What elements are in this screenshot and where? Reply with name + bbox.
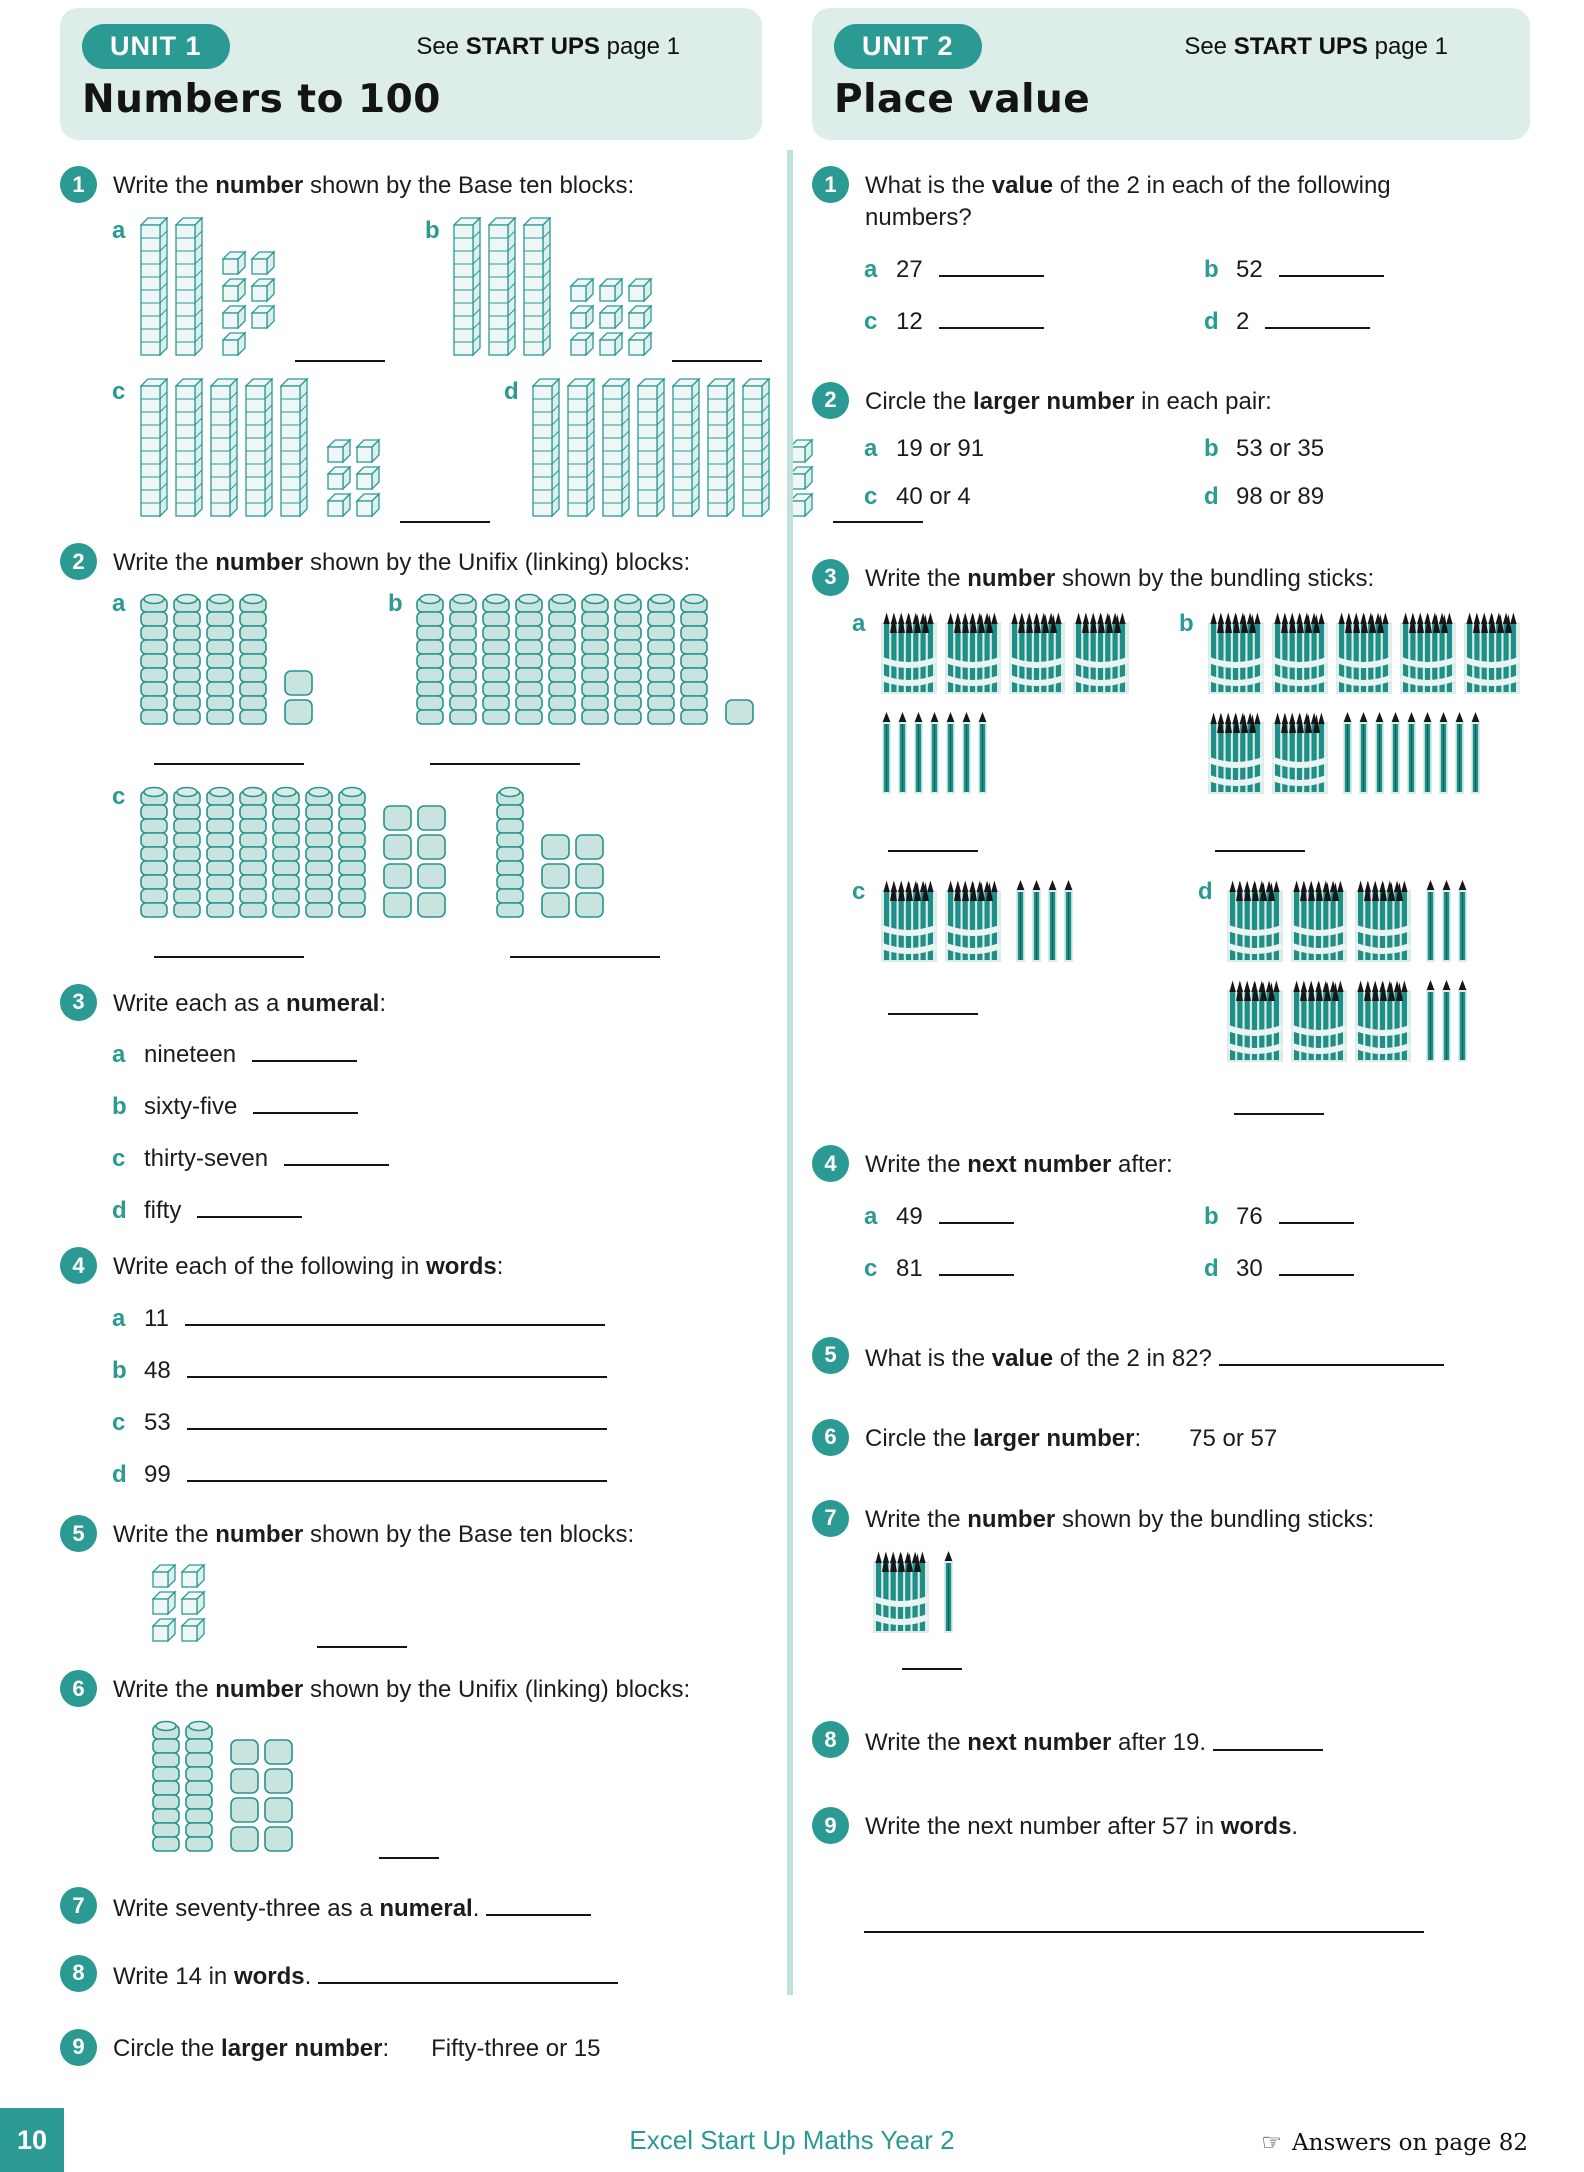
question-number-circle: 6 — [60, 1670, 97, 1707]
choice-text: 75 or 57 — [1189, 1424, 1278, 1452]
item-label: b — [1204, 1202, 1219, 1230]
answer-blank — [1279, 1198, 1354, 1223]
question-number-circle: 1 — [812, 166, 849, 203]
u1q2-item-a — [112, 590, 374, 765]
unit1-column — [60, 8, 762, 2066]
bundling-sticks-illustration — [1207, 610, 1530, 801]
question-number-circle: 7 — [60, 1887, 97, 1924]
u1q2-illustrations-row2 — [112, 783, 762, 958]
question-number-circle: 5 — [60, 1515, 97, 1552]
item-label: c — [112, 782, 126, 810]
u1q3-items — [112, 1037, 762, 1226]
item-number: 12 — [896, 307, 923, 335]
u2q1-item-b — [1204, 251, 1530, 283]
question-number-circle: 8 — [60, 1955, 97, 1992]
item-label: a — [112, 1040, 126, 1068]
question-number-circle: 3 — [60, 984, 97, 1021]
question-text: Write the number shown by the Base ten blocks: — [113, 172, 635, 199]
item-number: 99 — [144, 1461, 171, 1489]
u1-question-1 — [60, 166, 762, 203]
u1q1-illustrations-row1 — [112, 217, 762, 362]
question-text: Write the number shown by the bundling sticks: — [865, 564, 1375, 592]
u2-question-5 — [812, 1337, 1530, 1375]
u2-question-3 — [812, 559, 1530, 596]
answer-blank — [888, 835, 978, 852]
u2q2-item-d — [1204, 483, 1530, 511]
u1-question-9 — [60, 2029, 762, 2066]
page-footer — [0, 2106, 1584, 2172]
column-divider — [787, 150, 793, 1995]
footer-book-title: Excel Start Up Maths Year 2 — [629, 2125, 955, 2155]
u1q2-item-b — [388, 590, 762, 765]
answer-blank — [379, 1842, 439, 1859]
u1q1-item-c — [112, 378, 490, 523]
item-word: thirty-seven — [144, 1145, 269, 1173]
question-number-circle: 8 — [812, 1721, 849, 1758]
u2q1-items — [864, 251, 1530, 355]
item-label: b — [1179, 609, 1194, 637]
u2q1-item-a — [864, 251, 1190, 283]
question-text — [113, 2029, 601, 2065]
item-number: 27 — [896, 255, 923, 283]
unit1-header-panel — [60, 8, 762, 140]
u2q1-item-c — [864, 304, 1190, 336]
bundling-sticks-illustration — [880, 878, 1081, 969]
answer-blank — [939, 1198, 1014, 1223]
question-text — [865, 1419, 1277, 1455]
u1-question-4 — [60, 1247, 762, 1284]
item-label: c — [852, 877, 866, 905]
unifix-blocks-illustration — [140, 590, 321, 732]
u2-question-1 — [812, 166, 1530, 233]
page-number: 10 — [0, 2108, 64, 2172]
item-label: a — [112, 217, 126, 244]
question-text-span: What is the value of the 2 in 82? — [865, 1344, 1212, 1372]
answer-blank — [154, 748, 304, 765]
question-number-circle: 5 — [812, 1337, 849, 1374]
answer-blank — [888, 999, 978, 1016]
item-label: d — [1204, 307, 1219, 335]
choice-text: Fifty-three or 15 — [431, 2034, 601, 2062]
item-label: a — [864, 1202, 878, 1230]
question-number-circle: 6 — [812, 1419, 849, 1456]
question-number-circle: 3 — [812, 559, 849, 596]
question-number-circle: 2 — [60, 543, 97, 580]
unit1-title: Numbers to 100 — [82, 77, 441, 122]
answer-blank — [864, 1916, 1424, 1933]
answer-blank — [430, 748, 580, 765]
unifix-blocks-illustration — [416, 590, 762, 732]
u2-question-6 — [812, 1419, 1530, 1456]
u2q2-item-c — [864, 483, 1190, 511]
question-text-span: Write seventy-three as a numeral. — [113, 1895, 480, 1923]
answer-blank — [672, 345, 762, 362]
question-number-circle: 9 — [60, 2029, 97, 2066]
u2-question-9 — [812, 1807, 1530, 1844]
item-label: c — [864, 307, 878, 335]
u1-question-6 — [60, 1670, 762, 1707]
base-ten-blocks-illustration — [140, 217, 283, 362]
u2q4-items — [864, 1198, 1530, 1302]
item-label: a — [864, 434, 878, 462]
base-ten-blocks-illustration — [152, 1564, 213, 1648]
u1-question-3 — [60, 984, 762, 1021]
u1-question-7 — [60, 1887, 762, 1925]
question-text: Write the number shown by the bundling sticks: — [865, 1505, 1375, 1533]
u1q3-item-d — [112, 1193, 762, 1225]
u2q3-illustrations-row1 — [852, 610, 1530, 852]
u2q3-item-b — [1179, 610, 1530, 852]
answer-blank — [939, 251, 1044, 276]
answer-blank — [939, 304, 1044, 329]
unit1-see-note: See START UPS page 1 — [416, 32, 680, 60]
answer-blank — [187, 1457, 607, 1482]
answer-blank — [185, 1300, 605, 1325]
u1q2-item-c — [112, 783, 454, 958]
unifix-blocks-illustration — [152, 1717, 301, 1859]
number-pair: 98 or 89 — [1236, 482, 1325, 510]
item-label: c — [864, 482, 878, 510]
u1q3-item-a — [112, 1037, 762, 1069]
base-ten-blocks-illustration — [453, 217, 660, 362]
question-number-circle: 4 — [60, 1247, 97, 1284]
u2q4-item-b — [1204, 1198, 1530, 1230]
item-number: 52 — [1236, 255, 1263, 283]
u1q4-item-a — [112, 1300, 762, 1332]
u2q2-item-b — [1204, 435, 1530, 463]
question-text-span: Circle the larger number: — [865, 1424, 1142, 1452]
item-label: d — [112, 1461, 127, 1489]
answer-blank — [1279, 1251, 1354, 1276]
item-word: sixty-five — [144, 1092, 238, 1120]
item-label: d — [1204, 482, 1219, 510]
u2-question-2 — [812, 382, 1530, 419]
u1q2-illustrations-row1 — [112, 590, 762, 765]
item-number: 81 — [896, 1254, 923, 1282]
item-label: a — [864, 255, 878, 283]
unit2-badge: UNIT 2 — [834, 24, 982, 69]
answer-blank — [318, 1959, 618, 1984]
u1q4-items — [112, 1300, 762, 1489]
u1q1-item-a — [112, 217, 411, 362]
u2q3-item-d — [1198, 878, 1530, 1116]
u1q3-item-c — [112, 1141, 762, 1173]
question-number-circle: 9 — [812, 1807, 849, 1844]
u2-question-8 — [812, 1721, 1530, 1759]
item-label: c — [112, 378, 126, 405]
item-label: b — [1204, 434, 1219, 462]
item-label: d — [1198, 877, 1213, 905]
answer-blank — [295, 345, 385, 362]
item-label: b — [425, 217, 440, 244]
question-text-span: Write the next number after 19. — [865, 1729, 1207, 1757]
answer-blank — [486, 1891, 591, 1916]
question-text: Write the number shown by the Unifix (linking) blocks: — [113, 1676, 691, 1704]
item-label: d — [112, 1197, 127, 1225]
u1q1-illustrations-row2 — [112, 378, 762, 523]
u1q4-item-b — [112, 1353, 762, 1385]
item-number: 53 — [144, 1408, 171, 1436]
question-text-span: Circle the larger number: — [113, 2034, 390, 2062]
question-text: Write each of the following in words: — [113, 1253, 504, 1281]
u1-question-2 — [60, 543, 762, 580]
u1q4-item-c — [112, 1405, 762, 1437]
answer-blank — [1213, 1725, 1323, 1750]
u2q2-items — [864, 435, 1530, 531]
item-word: nineteen — [144, 1040, 237, 1068]
answer-blank — [317, 1631, 407, 1648]
u1q4-item-d — [112, 1457, 762, 1489]
question-text: Write the next number after: — [865, 1151, 1173, 1179]
unit2-column — [812, 8, 1530, 1938]
item-label: b — [388, 590, 403, 617]
unit2-title: Place value — [834, 77, 1091, 122]
item-label: c — [112, 1408, 126, 1436]
u2q3-illustrations-row2 — [852, 878, 1530, 1116]
u1q6-illustration — [152, 1717, 762, 1859]
question-text — [865, 1721, 1323, 1759]
item-label: a — [112, 1304, 126, 1332]
item-label: d — [504, 378, 519, 405]
answer-blank — [510, 941, 660, 958]
base-ten-blocks-illustration — [140, 378, 388, 523]
bundling-sticks-illustration — [872, 1549, 1530, 1640]
unifix-blocks-illustration — [140, 783, 454, 925]
answer-blank — [1279, 251, 1384, 276]
unit2-see-note: See START UPS page 1 — [1184, 32, 1448, 60]
question-number-circle: 2 — [812, 382, 849, 419]
bundling-sticks-illustration — [1226, 878, 1475, 1069]
answer-blank — [1234, 1099, 1324, 1116]
question-text: Write the number shown by the Unifix (linking) blocks: — [113, 549, 691, 576]
answer-blank — [187, 1405, 607, 1430]
u2q7-illustration — [872, 1549, 1530, 1676]
item-label: d — [1204, 1254, 1219, 1282]
item-label: a — [852, 609, 866, 637]
u2-question-4 — [812, 1145, 1530, 1182]
answer-blank — [1215, 835, 1305, 852]
question-text: Write the next number after 57 in words. — [865, 1813, 1299, 1841]
number-pair: 19 or 91 — [896, 434, 985, 462]
item-number: 76 — [1236, 1202, 1263, 1230]
answer-blank — [154, 941, 304, 958]
item-word: fifty — [144, 1197, 182, 1225]
unifix-blocks-illustration — [496, 783, 660, 925]
answer-blank — [197, 1193, 302, 1218]
item-number: 2 — [1236, 307, 1250, 335]
question-text: What is the value of the 2 in each of the following numbers? — [865, 172, 1391, 231]
unit2-header-panel — [812, 8, 1530, 140]
answer-blank — [284, 1141, 389, 1166]
base-ten-blocks-illustration — [532, 378, 821, 523]
item-number: 49 — [896, 1202, 923, 1230]
u2q4-item-a — [864, 1198, 1190, 1230]
unit1-badge: UNIT 1 — [82, 24, 230, 69]
number-pair: 53 or 35 — [1236, 434, 1325, 462]
u2q4-item-c — [864, 1251, 1190, 1283]
question-text — [113, 1887, 591, 1925]
item-number: 30 — [1236, 1254, 1263, 1282]
answer-blank — [253, 1089, 358, 1114]
question-number-circle: 7 — [812, 1500, 849, 1537]
u1q1-item-b — [425, 217, 762, 362]
u1q2-item-d — [468, 783, 762, 958]
u1q3-item-b — [112, 1089, 762, 1121]
u2-question-7 — [812, 1500, 1530, 1537]
question-text — [113, 1955, 618, 1993]
footer-answers-note — [1261, 2130, 1528, 2156]
answer-blank — [187, 1353, 607, 1378]
pointing-hand-icon: ☞ — [1261, 2130, 1283, 2156]
item-number: 11 — [144, 1304, 169, 1332]
item-label: b — [112, 1092, 127, 1120]
answer-blank — [939, 1251, 1014, 1276]
question-text: Circle the larger number in each pair: — [865, 387, 1272, 415]
u1-question-8 — [60, 1955, 762, 1993]
answers-text: Answers on page 82 — [1292, 2130, 1528, 2156]
item-number: 48 — [144, 1356, 171, 1384]
u2q4-item-d — [1204, 1251, 1530, 1283]
answer-blank — [1219, 1341, 1444, 1366]
u2q2-item-a — [864, 435, 1190, 463]
item-label: a — [112, 590, 126, 617]
u1-question-5 — [60, 1515, 762, 1552]
item-label: b — [1204, 255, 1219, 283]
question-text — [865, 1337, 1444, 1375]
item-label: c — [112, 1145, 126, 1173]
question-number-circle: 1 — [60, 166, 97, 203]
answer-blank — [902, 1654, 962, 1671]
question-number-circle: 4 — [812, 1145, 849, 1182]
u2q3-item-c — [852, 878, 1184, 1116]
u2q3-item-a — [852, 610, 1165, 852]
u1q5-illustration — [152, 1564, 762, 1648]
answer-blank — [1265, 304, 1370, 329]
question-text: Write each as a numeral: — [113, 989, 387, 1017]
question-text-span: Write 14 in words. — [113, 1963, 312, 1991]
u2q1-item-d — [1204, 304, 1530, 336]
u2q9-answer-area — [864, 1916, 1530, 1938]
item-label — [468, 783, 484, 958]
bundling-sticks-illustration — [880, 610, 1139, 801]
item-label: c — [864, 1254, 878, 1282]
item-label: b — [112, 1356, 127, 1384]
answer-blank — [252, 1037, 357, 1062]
question-text: Write the number shown by the Base ten blocks: — [113, 1521, 635, 1549]
answer-blank — [400, 506, 490, 523]
number-pair: 40 or 4 — [896, 482, 971, 510]
